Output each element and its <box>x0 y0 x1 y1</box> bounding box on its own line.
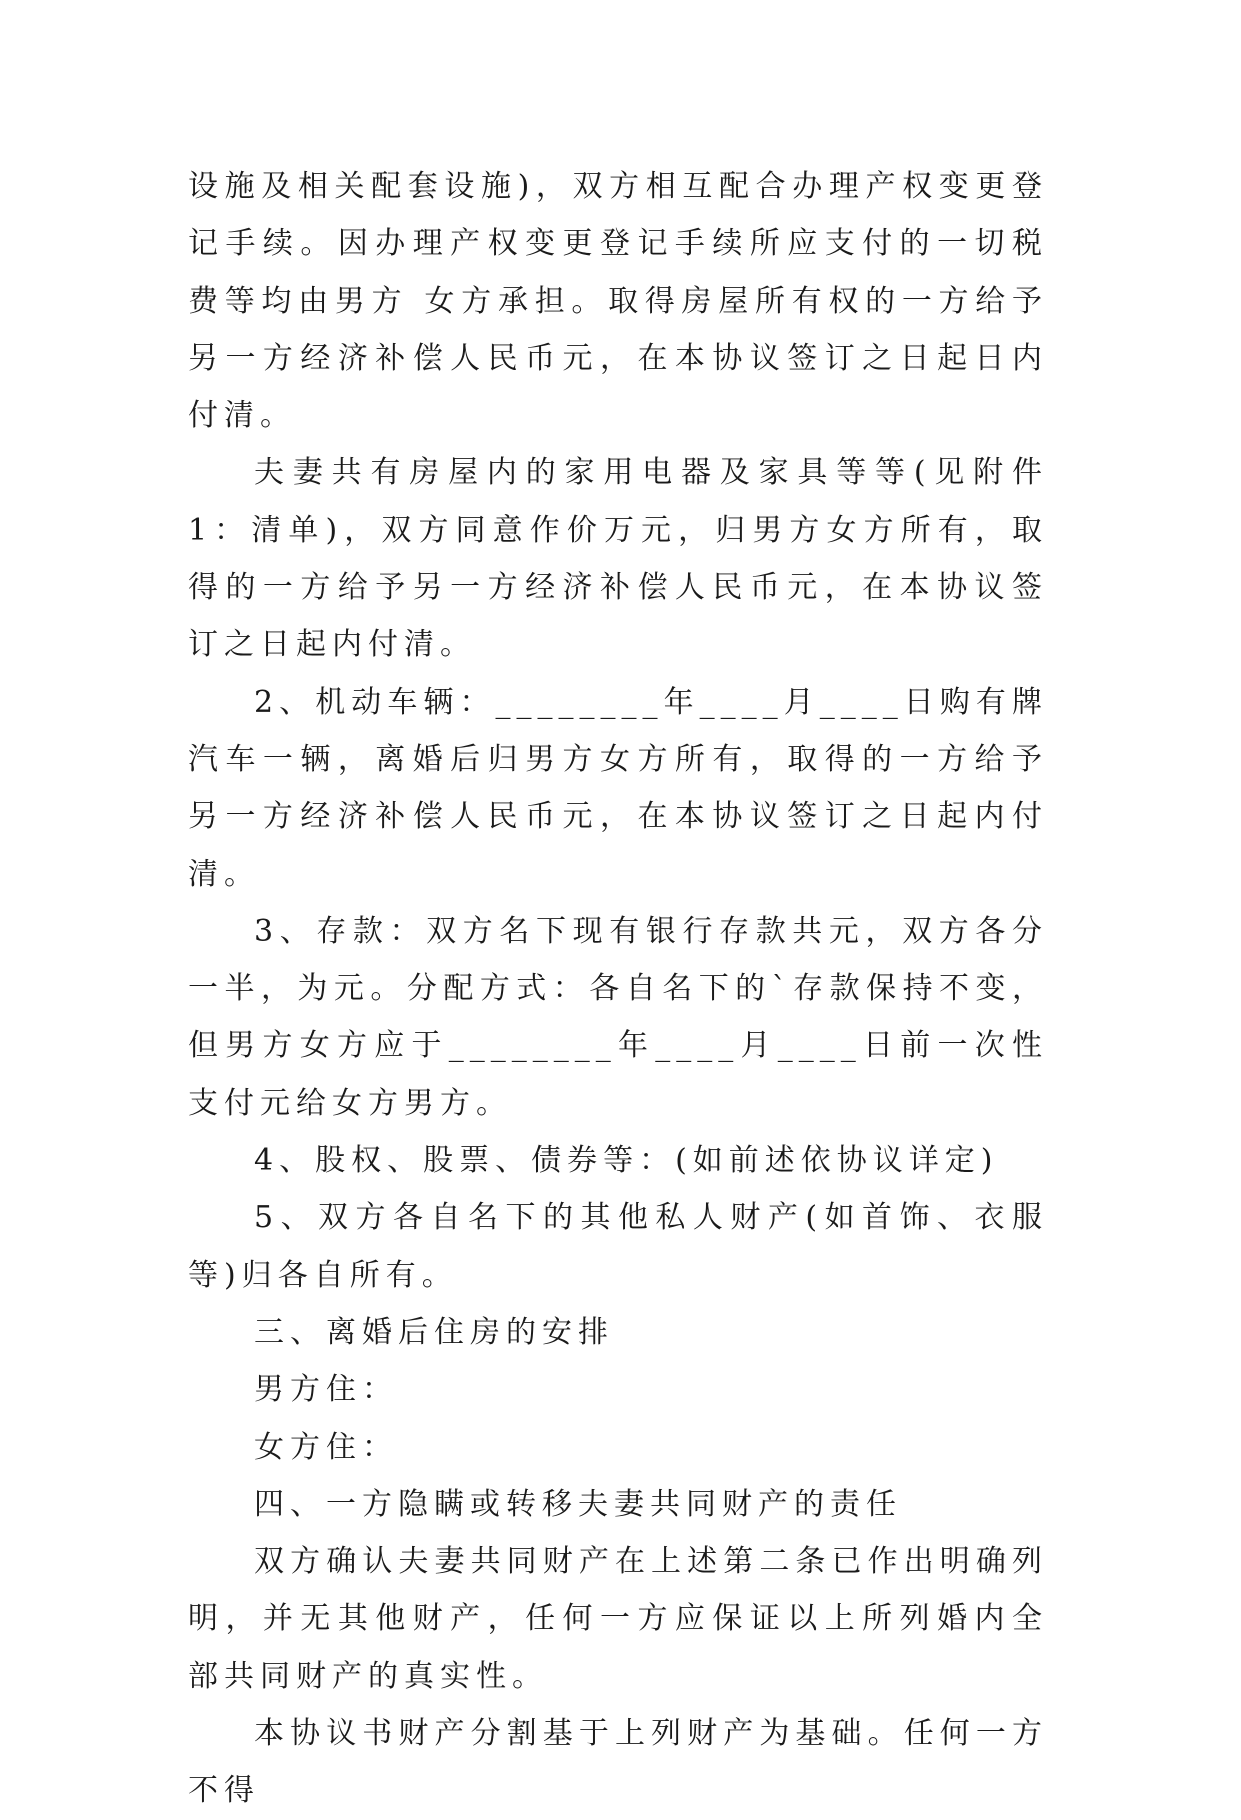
paragraph-division-basis: 本协议书财产分割基于上列财产为基础。任何一方不得 <box>188 1716 1048 1809</box>
section-heading-concealment: 四、一方隐瞒或转移夫妻共同财产的责任 <box>254 1486 902 1522</box>
document-body <box>188 158 1048 1820</box>
paragraph-household-appliances: 夫妻共有房屋内的家用电器及家具等等(见附件1：清单)，双方同意作价万元，归男方女方所有，取得的一方给予另一方经济补偿人民币元，在本协议签订之日起内付清。 <box>188 455 1048 663</box>
paragraph-deposits: 3、存款：双方名下现有银行存款共元，双方各分一半，为元。分配方式：各自名下的`存款保持不变，但男方女方应于________年____月____日前一次性支付元给女方男方。 <box>188 913 1048 1121</box>
paragraph-stocks-bonds: 4、股权、股票、债券等：(如前述依协议详定) <box>254 1143 999 1179</box>
paragraph-property-transfer: 设施及相关配套设施)，双方相互配合办理产权变更登记手续。因办理产权变更登记手续所应支付的一切税费等均由男方 女方承担。取得房屋所有权的一方给予另一方经济补偿人民币元，在本协议签订之日起日内付清。 <box>188 169 1048 434</box>
paragraph-male-residence: 男方住： <box>254 1372 398 1408</box>
paragraph-personal-property: 5、双方各自名下的其他私人财产(如首饰、衣服等)归各自所有。 <box>188 1200 1048 1293</box>
paragraph-property-confirmation: 双方确认夫妻共同财产在上述第二条已作出明确列明，并无其他财产，任何一方应保证以上所列婚内全部共同财产的真实性。 <box>188 1544 1048 1694</box>
paragraph-motor-vehicle: 2、机动车辆：________年____月____日购有牌汽车一辆，离婚后归男方女方所有，取得的一方给予另一方经济补偿人民币元，在本协议签订之日起内付清。 <box>188 684 1048 892</box>
section-heading-housing: 三、离婚后住房的安排 <box>254 1314 614 1350</box>
paragraph-female-residence: 女方住： <box>254 1429 398 1465</box>
